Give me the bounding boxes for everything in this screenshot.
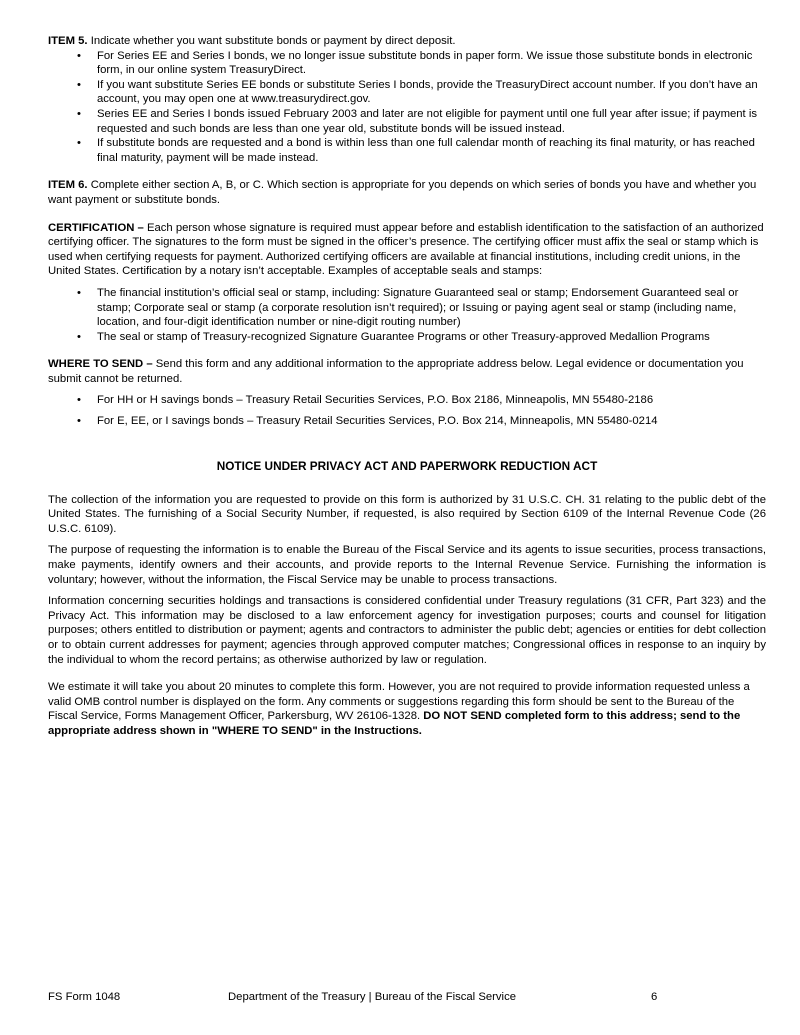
item5-label: ITEM 5. — [48, 35, 88, 47]
spacer — [48, 667, 766, 680]
certification-label: CERTIFICATION – — [48, 221, 144, 234]
notice-paragraph-4-bold: DO NOT SEND completed form to this address; send to the appropriate address shown in "WHERE TO SEND" in the Instructions. — [48, 710, 741, 737]
bullet-icon: • — [77, 415, 81, 428]
bullet-icon: • — [77, 78, 81, 91]
certification-bullet-list — [48, 286, 766, 344]
list-item — [48, 393, 766, 408]
spacer — [48, 344, 766, 357]
bullet-icon: • — [77, 330, 81, 343]
notice-paragraph-4 — [48, 680, 766, 738]
footer-agency: Department of the Treasury | Bureau of the Fiscal Service — [228, 991, 516, 1003]
list-item-text: If you want substitute Series EE bonds or substitute Series I bonds, provide the TreasuryDirect account number. If you don’t have an account, you may open one at www.treasurydirect.gov. — [97, 78, 758, 106]
page-content — [48, 34, 766, 739]
spacer — [48, 165, 766, 178]
certification-paragraph — [48, 221, 766, 279]
spacer — [48, 587, 766, 594]
list-item-text: If substitute bonds are requested and a bond is within less than one full calendar month of reaching its final maturity, or has reached final maturity, payment will be made instead. — [97, 137, 755, 164]
bullet-icon: • — [77, 49, 81, 62]
item6-paragraph — [48, 178, 766, 207]
where-to-send-bullet-list — [48, 393, 766, 428]
bullet-icon: • — [77, 286, 81, 299]
list-item-text: The seal or stamp of Treasury-recognized Signature Guarantee Programs or other Treasury-approved Medallion Programs — [97, 330, 710, 343]
where-to-send-paragraph — [48, 357, 766, 386]
list-item — [48, 286, 766, 330]
certification-text: Each person whose signature is required must appear before and establish identification to the satisfaction of an authorized certifying officer. The signatures to the form must be signed in the officer’s presence. The certifying officer must affix the seal or stamp which is used when certifying requests for payment. Authorized certifying officers are available at financial institutions, including credit unions, in the United States. Certification by a notary isn’t acceptable. Examples of acceptable seals and stamps: — [48, 221, 764, 278]
list-item-text: For Series EE and Series I bonds, we no longer issue substitute bonds in paper form. We issue those substitute bonds in electronic form, in our online system TreasuryDirect. — [97, 49, 753, 77]
list-item — [48, 78, 766, 107]
spacer — [48, 208, 766, 221]
spacer — [48, 429, 766, 448]
list-item-text: The financial institution’s official seal or stamp, including: Signature Guaranteed seal or stamp; Endorsement Guaranteed seal or stamp; Corporate seal or stamp (a corporate resolution isn’t required); or Issuing or paying agent seal or stamp (including name, location, and four-digit identification number or nine-digit routing number) — [97, 286, 739, 329]
notice-paragraph-2: The purpose of requesting the information is to enable the Bureau of the Fiscal Service and its agents to issue securities, process transactions, make payments, identify owners and their accounts, and provide reports to the Internal Revenue Service. Furnishing the information is voluntary; however, without the information, the Fiscal Service may be unable to process transactions. — [48, 544, 766, 586]
bullet-icon: • — [77, 107, 81, 120]
list-item — [48, 414, 766, 429]
bullet-icon: • — [77, 394, 81, 407]
where-to-send-label: WHERE TO SEND – — [48, 358, 153, 371]
list-item — [48, 330, 766, 345]
item6-text: Complete either section A, B, or C. Which section is appropriate for you depends on which series of bonds you have and whether you want payment or substitute bonds. — [48, 179, 757, 206]
list-item — [48, 49, 766, 78]
spacer — [48, 448, 766, 459]
list-item — [48, 107, 766, 136]
spacer — [48, 386, 766, 393]
where-to-send-text: Send this form and any additional information to the appropriate address below. Legal evidence or documentation you submit cannot be returned. — [48, 358, 744, 385]
page-footer — [0, 988, 800, 1006]
bullet-icon: • — [77, 137, 81, 150]
item5-intro-paragraph — [48, 34, 766, 49]
notice-paragraph-1: The collection of the information you are requested to provide on this form is authorized by 31 U.S.C. CH. 31 relating to the public debt of the United States. The furnishing of a Social Security Number, if requested, is also required by Section 6109 of the Internal Revenue Code (26 U.S.C. 6109). — [48, 493, 766, 535]
footer-form-id: FS Form 1048 — [48, 991, 121, 1003]
item5-bullet-list — [48, 49, 766, 166]
item6-label: ITEM 6. — [48, 179, 88, 192]
list-item-text: Series EE and Series I bonds issued February 2003 and later are not eligible for payment until one full year after issue; if payment is requested and such bonds are less than one year old, substitute bonds will be issued instead. — [97, 107, 757, 135]
item5-intro-text: Indicate whether you want substitute bonds or payment by direct deposit. — [90, 35, 456, 47]
spacer — [48, 474, 766, 493]
list-item-text: For HH or H savings bonds – Treasury Retail Securities Services, P.O. Box 2186, Minneapolis, MN 55480-2186 — [97, 394, 654, 407]
list-item-text: For E, EE, or I savings bonds – Treasury Retail Securities Services, P.O. Box 214, Minneapolis, MN 55480-0214 — [97, 415, 658, 428]
notice-paragraph-3: Information concerning securities holdings and transactions is considered confidential under Treasury regulations (31 CFR, Part 323) and the Privacy Act. This information may be disclosed to a law enforcement agency for investigation purposes; courts and counsel for litigation purposes; others entitled to distribution or payment; agents and contractors to administer the public debt; agencies or entities for debt collection or to obtain current addresses for payment; agencies through approved computer matches; Congressional offices in response to an inquiry by the individual to whom the record pertains; as otherwise authorized by law or regulation. — [48, 595, 766, 666]
list-item — [48, 136, 766, 165]
notice-heading: NOTICE UNDER PRIVACY ACT AND PAPERWORK REDUCTION ACT — [216, 458, 598, 473]
footer-page-number: 6 — [651, 991, 658, 1003]
spacer — [48, 536, 766, 543]
notice-paragraph-4-plain: We estimate it will take you about 20 minutes to complete this form. However, you are not required to provide information requested unless a valid OMB control number is displayed on the form. Any comments or suggestions regarding this form should be sent to the Bureau of the Fiscal Service, Forms Management Officer, Parkersburg, WV 26106-1328. — [48, 681, 750, 723]
spacer — [48, 279, 766, 286]
